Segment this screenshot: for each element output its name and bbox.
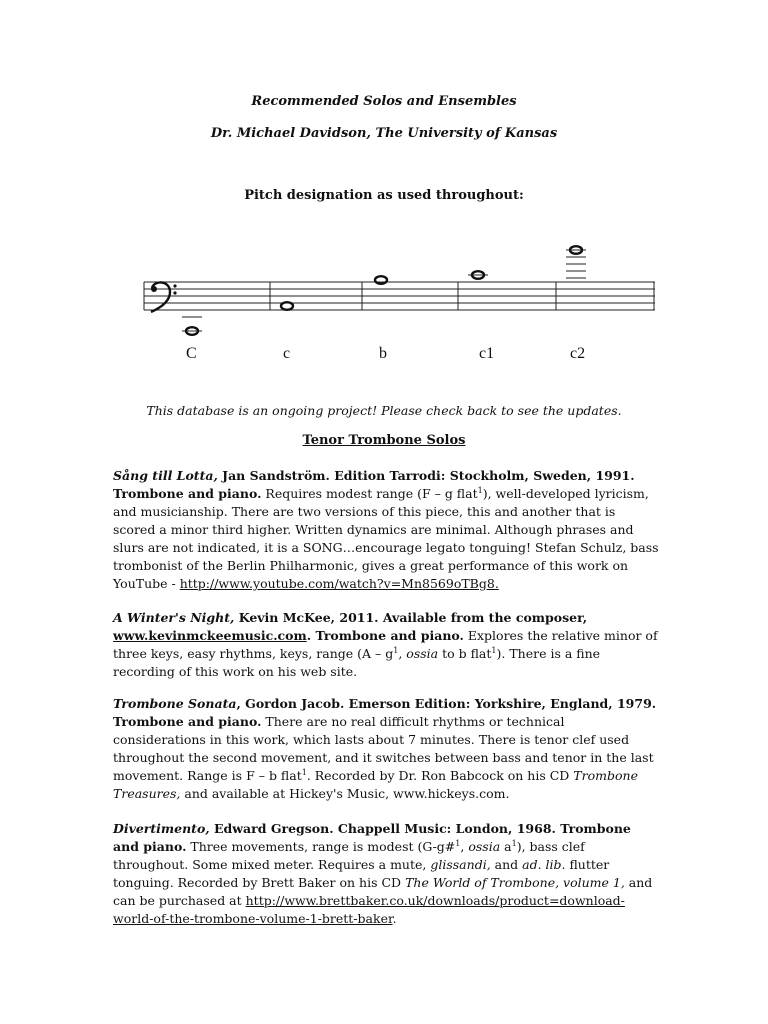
ossia-term: ossia [406, 646, 439, 661]
update-notice: This database is an ongoing project! Please check back to see the updates. [146, 403, 622, 418]
entry-instrumentation: Trombone and piano. [113, 714, 262, 729]
entry-description: . [392, 911, 397, 926]
staff-lines [144, 282, 655, 310]
entry-description: ), well-developed lyricism, and musicianship. There are two versions of this piece, this and another that is scored a minor third higher. Written dynamics are minimal. Although phrases and slurs are not indicated, it is a SONG…encourage legato tonguing! Stefan Schulz, bass trombonist of the Berlin Philharmonic, gives a great performance of this work on YouTube - [113, 486, 659, 591]
entry-description: a [500, 839, 512, 854]
entry-description: ), bass clef throughout. Some mixed meter. Requires a mute, [113, 839, 585, 872]
solo-entry [113, 695, 659, 803]
entry-instrumentation: . Trombone and piano. [306, 628, 464, 643]
glissandi-term: glissandi, [430, 857, 491, 872]
bass-clef-icon [151, 282, 177, 312]
entry-description: Explores the relative minor of three keys, easy rhythms, keys, range (A – g [113, 628, 658, 661]
solo-entry [113, 820, 659, 928]
album-title: The World of Trombone, volume 1, [405, 875, 625, 890]
ossia-term: ossia [468, 839, 501, 854]
entry-description: , [460, 839, 469, 854]
entry-title: Sång till Lotta, [113, 468, 218, 483]
superscript: 1 [511, 838, 517, 848]
entry-instrumentation: Trombone and piano. [113, 486, 262, 501]
entry-description: to b flat [438, 646, 492, 661]
pitch-staff-figure [140, 238, 660, 368]
pitch-designation-heading: Pitch designation as used throughout: [244, 188, 524, 203]
document-author: Dr. Michael Davidson, The University of Kansas [210, 126, 558, 141]
superscript: 1 [491, 645, 497, 655]
album-title: Trombone Treasures, [113, 768, 638, 801]
solo-entry [113, 467, 659, 593]
superscript: 1 [301, 767, 307, 777]
pitch-label-c: c [283, 345, 291, 362]
entry-description: . Recorded by Dr. Ron Babcock on his CD [306, 768, 574, 783]
entry-publisher: Kevin McKee, 2011. Available from the composer, [234, 610, 588, 625]
note-C [182, 317, 202, 335]
note-c [281, 302, 293, 310]
superscript: 1 [455, 838, 461, 848]
entry-publisher: , Gordon Jacob. Emerson Edition: Yorkshire, England, 1979. [236, 696, 657, 711]
entry-description: and available at Hickey's Music, www.hickeys.com. [180, 786, 510, 801]
entry-description: flutter tonguing. Recorded by Brett Baker on his CD [113, 857, 610, 890]
ad-lib-term: ad. lib. [522, 857, 566, 872]
entry-description: ). There is a fine recording of this work on his web site. [113, 646, 601, 679]
entry-description: and [490, 857, 523, 872]
superscript: 1 [477, 485, 483, 495]
entry-description: Three movements, range is modest (G-g# [186, 839, 456, 854]
entry-publisher: Jan Sandström. Edition Tarrodi: Stockholm, Sweden, 1991. [217, 468, 635, 483]
entry-description: There are no real difficult rhythms or technical considerations in this work, which lasts about 7 minutes. There is tenor clef used throughout the second movement, and it switches between bass and tenor in the last movement. Range is F – b flat [113, 714, 654, 783]
entry-title: A Winter's Night, [113, 610, 235, 625]
composer-website-link[interactable]: www.kevinmckeemusic.com [113, 628, 307, 643]
superscript: 1 [393, 645, 399, 655]
entry-description: , [398, 646, 407, 661]
note-b [375, 276, 387, 284]
solo-entry [113, 609, 659, 681]
note-c1 [468, 271, 488, 279]
youtube-link[interactable]: http://www.youtube.com/watch?v=Mn8569oTBg8. [179, 576, 499, 591]
note-c2 [566, 246, 586, 278]
pitch-label-c2: c2 [570, 345, 586, 362]
pitch-label-C: C [186, 345, 197, 362]
entry-description: and can be purchased at [113, 875, 653, 908]
entry-description: Requires modest range (F – g flat [261, 486, 478, 501]
section-heading: Tenor Trombone Solos [302, 433, 466, 448]
pitch-label-b: b [379, 345, 387, 362]
entry-title: Divertimento, [113, 821, 210, 836]
brettbaker-link[interactable]: http://www.brettbaker.co.uk/downloads/product=download-world-of-the-trombone-volume-1-brett-baker [113, 893, 625, 926]
entry-title: Trombone Sonata [113, 696, 237, 711]
pitch-label-c1: c1 [479, 345, 495, 362]
document-title: Recommended Solos and Ensembles [251, 94, 517, 109]
entry-publisher: Edward Gregson. Chappell Music: London, 1968. Trombone and piano. [113, 821, 631, 854]
